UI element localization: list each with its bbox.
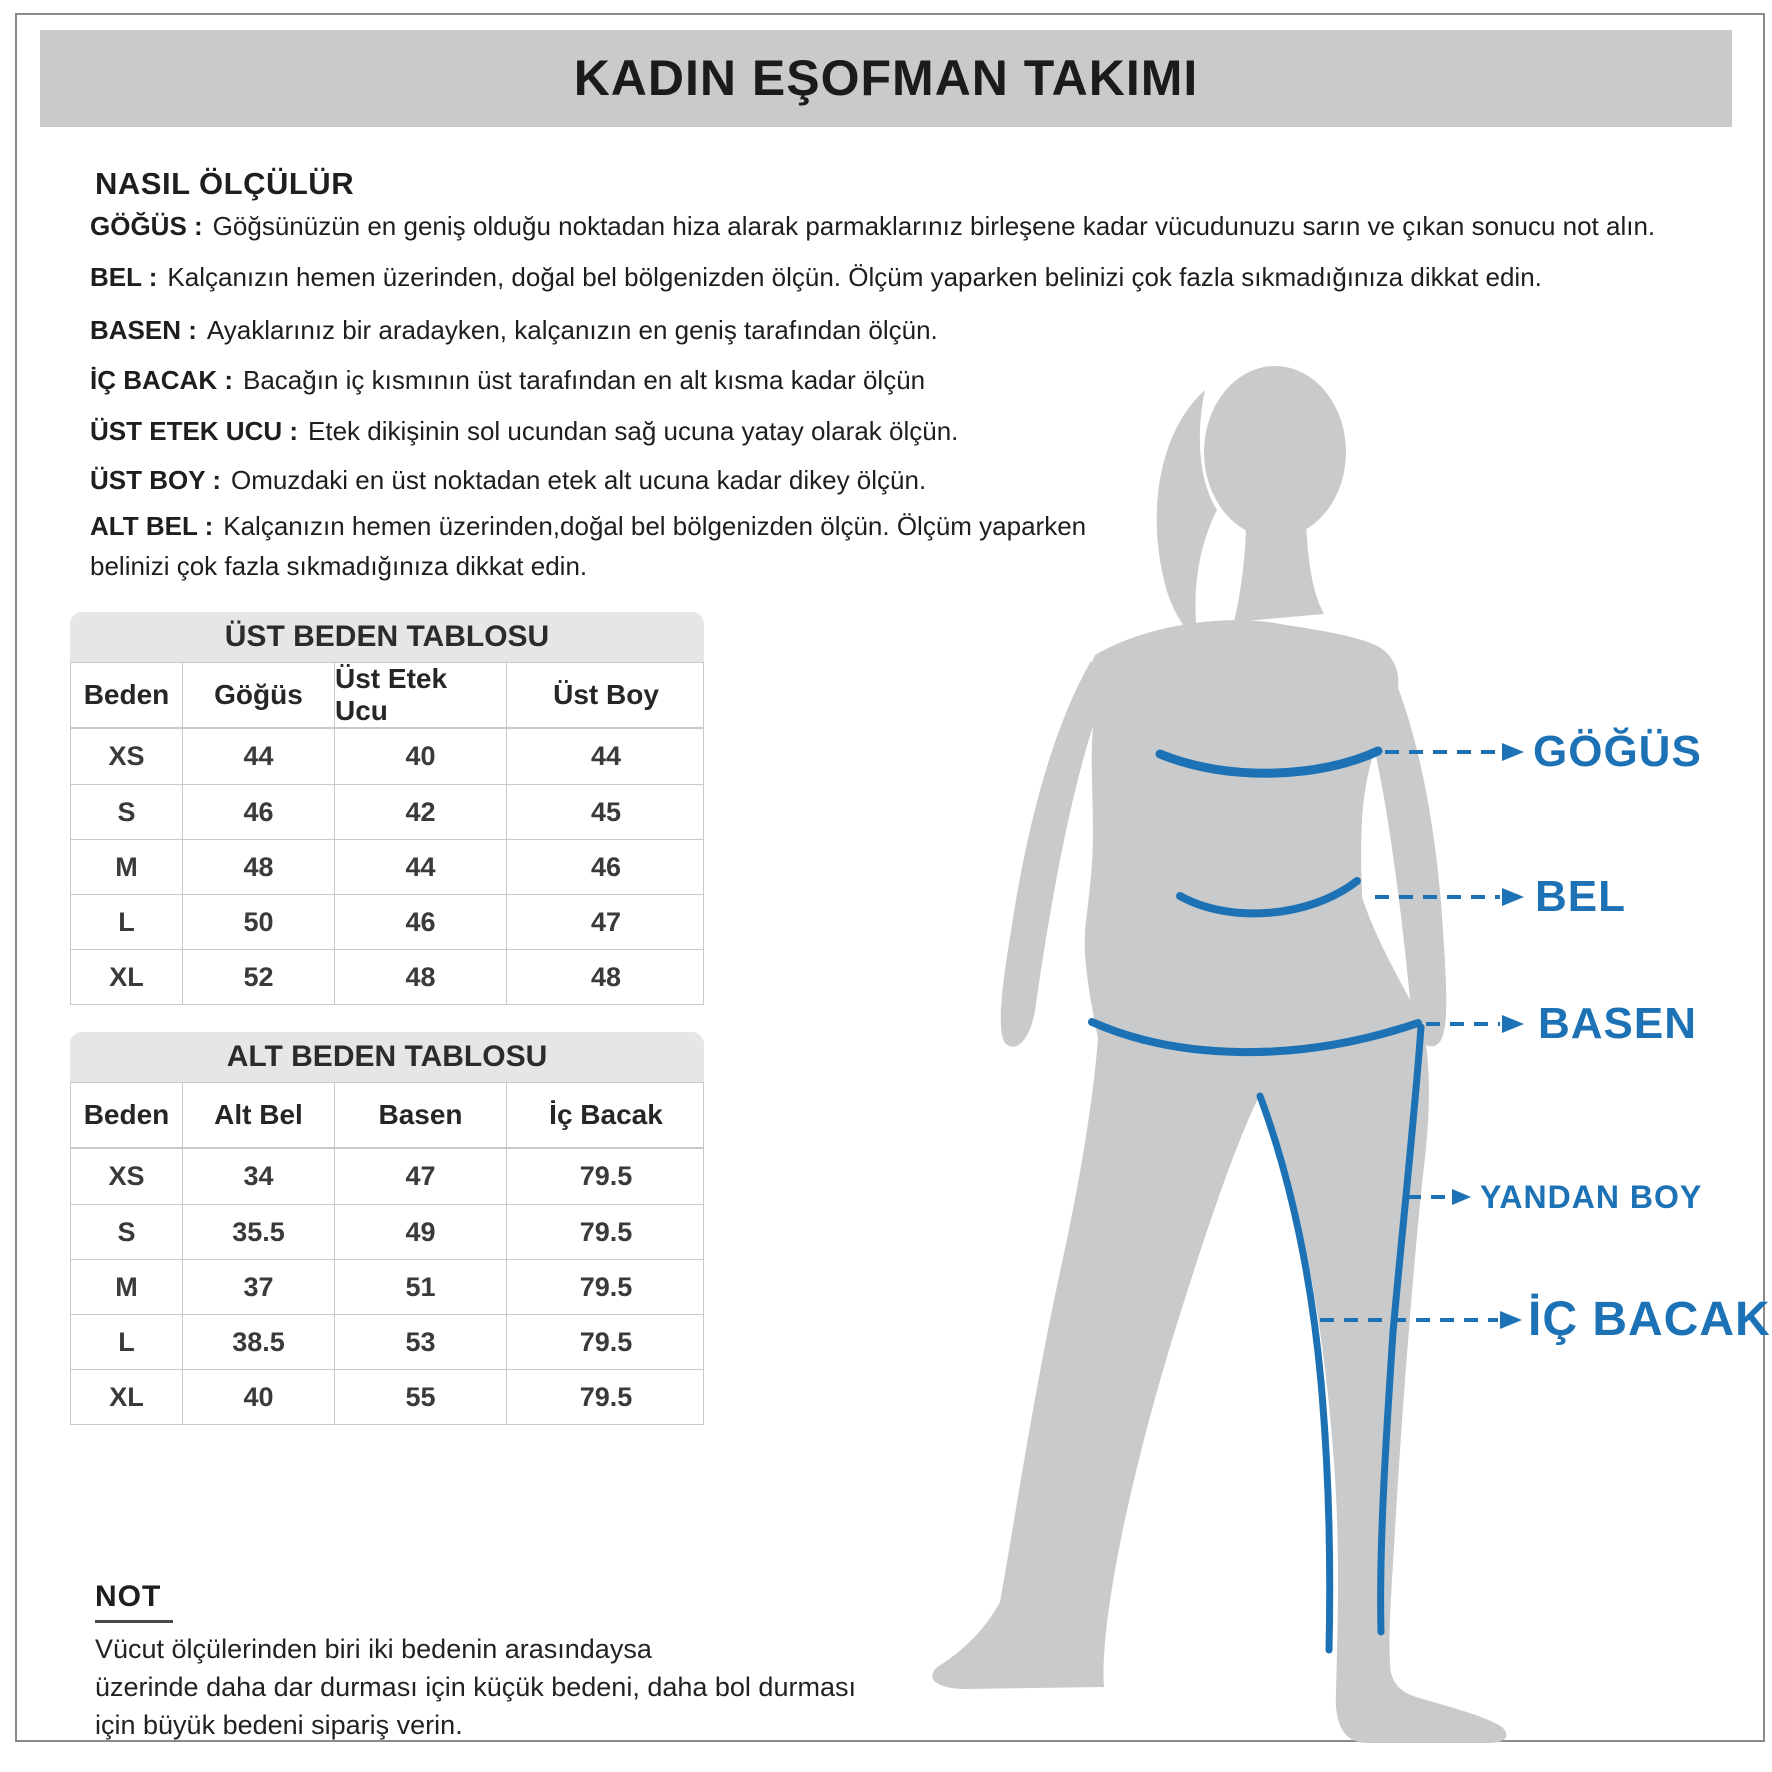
table-cell: L (71, 895, 183, 949)
table-cell: XL (71, 950, 183, 1004)
table-cell: 48 (183, 840, 335, 894)
table-cell: 79.5 (579, 1271, 633, 1302)
table-cell: 46 (183, 785, 335, 839)
inseam-arrow-icon (1500, 1311, 1522, 1329)
definition-bel (90, 262, 1542, 293)
table-row (71, 949, 703, 1004)
table-cell: 79.5 (579, 1216, 633, 1247)
left-arm-silhouette (1001, 661, 1098, 1047)
table-cell: 55 (335, 1370, 507, 1424)
table-row (71, 1314, 703, 1369)
table-header-cell: Alt Bel (183, 1083, 335, 1147)
lower-table-title: ALT BEDEN TABLOSU (70, 1032, 704, 1082)
definition-text: Etek dikişinin sol ucundan sağ ucuna yatay olarak ölçün. (308, 416, 959, 446)
how-to-measure-title: NASIL ÖLÇÜLÜR (95, 166, 355, 201)
table-header-cell: Beden (71, 663, 183, 727)
table-header-cell: Göğüs (183, 663, 335, 727)
table-cell: 44 (183, 729, 335, 784)
table-cell: 48 (590, 961, 622, 992)
definition-term: ALT BEL : (90, 511, 214, 541)
table-header-row (70, 1082, 704, 1148)
definition-alt-bel-line2: belinizi çok fazla sıkmadığınıza dikkat edin. (90, 551, 588, 581)
table-cell: 50 (183, 895, 335, 949)
neck-silhouette (1234, 522, 1324, 622)
table-cell: 38.5 (183, 1315, 335, 1369)
definition-text: Göğsünüzün en geniş olduğu noktadan hiza alarak parmaklarınız birleşene kadar vücudunuzu sarın ve çıkan sonucu not alın. (212, 211, 1656, 241)
table-row (71, 1204, 703, 1259)
upper-table-title: ÜST BEDEN TABLOSU (70, 612, 704, 662)
body-measurement-diagram (800, 330, 1580, 1750)
table-header-cell: Üst Boy (553, 679, 659, 710)
table-cell: L (71, 1315, 183, 1369)
table-cell: 40 (183, 1370, 335, 1424)
note-title: NOT (95, 1580, 173, 1623)
table-cell: 46 (335, 895, 507, 949)
table-cell: 47 (590, 906, 622, 937)
note-line: için büyük bedeni sipariş verin. (95, 1710, 463, 1740)
definition-term: BASEN : (90, 315, 197, 345)
definition-text: Omuzdaki en üst noktadan etek alt ucuna kadar dikey ölçün. (230, 465, 927, 495)
table-row (71, 894, 703, 949)
table-header-cell: İç Bacak (549, 1099, 663, 1130)
table-cell: 47 (335, 1149, 507, 1204)
definition-term: ÜST BOY : (90, 465, 221, 495)
table-cell: 35.5 (183, 1205, 335, 1259)
table-cell: M (71, 840, 183, 894)
table-cell: S (71, 1205, 183, 1259)
table-cell: 51 (335, 1260, 507, 1314)
header-banner (40, 30, 1732, 127)
side-length-label: YANDAN BOY (1480, 1179, 1703, 1215)
table-row (71, 1259, 703, 1314)
side-length-arrow-icon (1452, 1189, 1471, 1205)
table-cell: 49 (335, 1205, 507, 1259)
table-header-cell: Üst Etek Ucu (335, 663, 507, 727)
definition-text: Kalçanızın hemen üzerinden,doğal bel bölgenizden ölçün. Ölçüm yaparken (223, 511, 1087, 541)
definition-term: BEL : (90, 262, 158, 292)
table-cell: 37 (183, 1260, 335, 1314)
table-cell: M (71, 1260, 183, 1314)
table-cell: 40 (335, 729, 507, 784)
definition-term: GÖĞÜS : (90, 211, 203, 241)
table-cell: 79.5 (579, 1381, 633, 1412)
definition-text: Ayaklarınız bir aradayken, kalçanızın en geniş tarafından ölçün. (206, 315, 938, 345)
hip-arrow-icon (1502, 1015, 1524, 1033)
table-cell: 46 (590, 851, 622, 882)
waist-arrow-icon (1502, 888, 1524, 906)
table-cell: XS (71, 1149, 183, 1204)
note-line: Vücut ölçülerinden biri iki bedenin arasındaysa (95, 1634, 652, 1664)
definition-text: Bacağın iç kısmının üst tarafından en alt kısma kadar ölçün (243, 365, 926, 395)
upper-size-table (70, 612, 704, 1005)
table-header-cell: Basen (335, 1083, 507, 1147)
table-row (71, 1149, 703, 1204)
chest-label: GÖĞÜS (1533, 727, 1702, 776)
table-body (70, 728, 704, 1005)
lower-size-table (70, 1032, 704, 1425)
inseam-label: İÇ BACAK (1528, 1293, 1771, 1346)
table-row (71, 729, 703, 784)
table-cell: 53 (335, 1315, 507, 1369)
table-header-row (70, 662, 704, 728)
table-cell: 48 (335, 950, 507, 1004)
table-cell: XL (71, 1370, 183, 1424)
table-row (71, 839, 703, 894)
table-cell: 44 (590, 741, 622, 771)
table-cell: 52 (183, 950, 335, 1004)
hip-label: BASEN (1538, 999, 1698, 1048)
table-cell: 42 (335, 785, 507, 839)
table-body (70, 1148, 704, 1425)
table-cell: 44 (335, 840, 507, 894)
page-title: KADIN EŞOFMAN TAKIMI (573, 50, 1199, 106)
table-cell: 34 (183, 1149, 335, 1204)
table-row (71, 1369, 703, 1424)
waist-label: BEL (1535, 872, 1626, 921)
definition-text: Kalçanızın hemen üzerinden, doğal bel bölgenizden ölçün. Ölçüm yaparken belinizi çok fazla sıkmadığınıza dikkat edin. (167, 262, 1542, 292)
head-silhouette (1204, 366, 1346, 538)
definition-term: İÇ BACAK : (90, 365, 233, 395)
table-cell: XS (71, 729, 183, 784)
table-cell: S (71, 785, 183, 839)
chest-arrow-icon (1502, 743, 1524, 761)
table-header-cell: Beden (71, 1083, 183, 1147)
definition-term: ÜST ETEK UCU : (90, 416, 298, 446)
table-row (71, 784, 703, 839)
table-cell: 45 (590, 796, 622, 827)
table-cell: 79.5 (579, 1326, 633, 1357)
table-cell: 79.5 (579, 1161, 633, 1191)
definition-gogus (90, 211, 1655, 242)
note-line: üzerinde daha dar durması için küçük bedeni, daha bol durması (95, 1672, 856, 1702)
